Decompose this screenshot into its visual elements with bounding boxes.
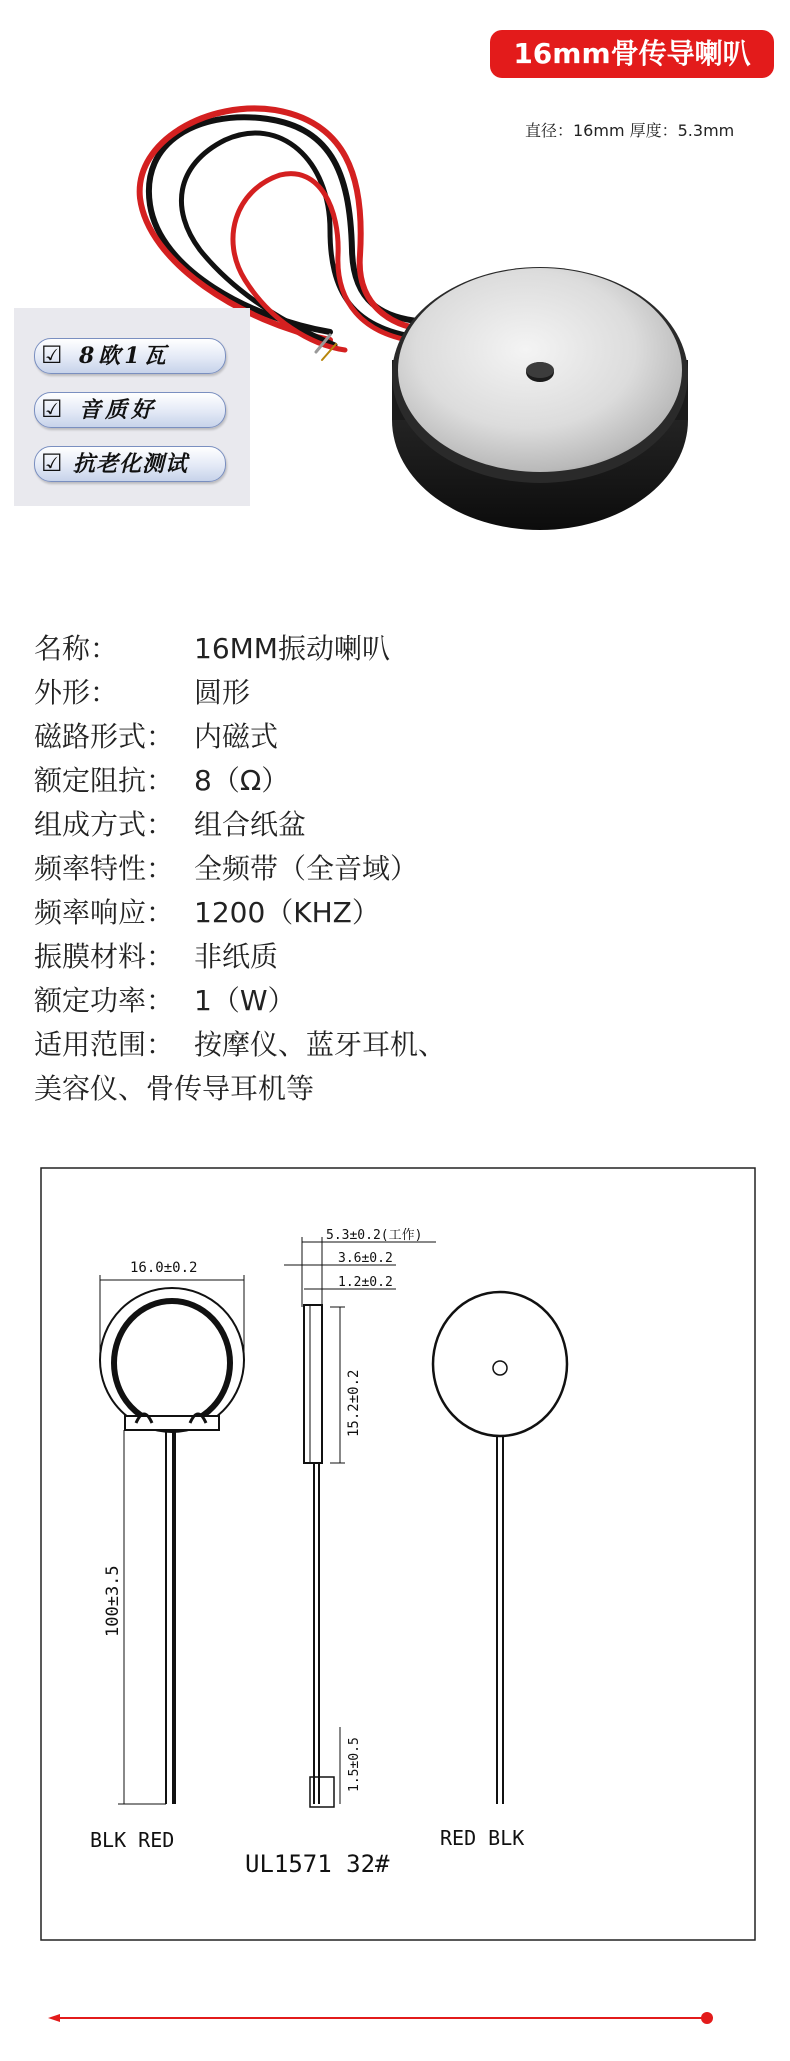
front-wire-labels: BLK RED <box>90 1828 175 1852</box>
spec-row-continuation: 美容仪、骨传导耳机等 <box>34 1072 315 1105</box>
checkbox-checked-icon: ☑ <box>41 395 63 423</box>
front-diameter-label: 16.0±0.2 <box>130 1260 198 1276</box>
feature-badge <box>34 392 226 428</box>
feature-label: 8欧1瓦 <box>79 343 170 369</box>
technical-drawing <box>40 1167 756 1941</box>
strip-length-label: 1.5±0.5 <box>347 1737 362 1792</box>
feature-badge <box>34 446 226 482</box>
thickness-2-label: 3.6±0.2 <box>338 1251 393 1266</box>
thickness-3-label: 1.2±0.2 <box>338 1275 393 1290</box>
speaker-body <box>392 267 688 530</box>
dimensions-text: 直径：16mm 厚度：5.3mm <box>525 121 735 140</box>
total-thickness-label: 5.3±0.2(工作) <box>326 1228 423 1243</box>
checkbox-checked-icon: ☑ <box>41 449 63 477</box>
back-wire-labels: RED BLK <box>440 1826 525 1850</box>
feature-label: 抗老化测试 <box>73 451 189 477</box>
feature-panel <box>14 308 250 506</box>
spec-row: 组成方式： 组合纸盆 <box>34 808 307 841</box>
spec-row: 频率响应： 1200（KHZ） <box>34 896 380 929</box>
spec-row: 适用范围： 按摩仪、蓝牙耳机、 <box>34 1028 447 1061</box>
wire-spec-label: UL1571 32# <box>245 1850 390 1878</box>
product-title: 16mm骨传导喇叭 <box>513 37 751 70</box>
drawing-frame <box>41 1168 755 1940</box>
feature-badge <box>34 338 226 374</box>
divider-arrow-line <box>40 2008 720 2028</box>
feature-label: 音质好 <box>79 397 158 423</box>
product-title-badge <box>490 30 774 78</box>
spec-row: 频率特性： 全频带（全音域） <box>34 852 419 885</box>
spec-row: 额定阻抗： 8（Ω） <box>34 764 290 797</box>
checkbox-checked-icon: ☑ <box>41 341 63 369</box>
height-label: 15.2±0.2 <box>346 1369 362 1437</box>
spec-row: 额定功率： 1（W） <box>34 984 296 1017</box>
spec-row: 振膜材料： 非纸质 <box>34 940 279 973</box>
spec-row: 外形： 圆形 <box>34 676 251 709</box>
lead-length-label: 100±3.5 <box>103 1565 123 1637</box>
spec-row: 名称： 16MM振动喇叭 <box>34 632 390 665</box>
spec-list <box>34 627 734 1111</box>
spec-row: 磁路形式： 内磁式 <box>34 720 279 753</box>
